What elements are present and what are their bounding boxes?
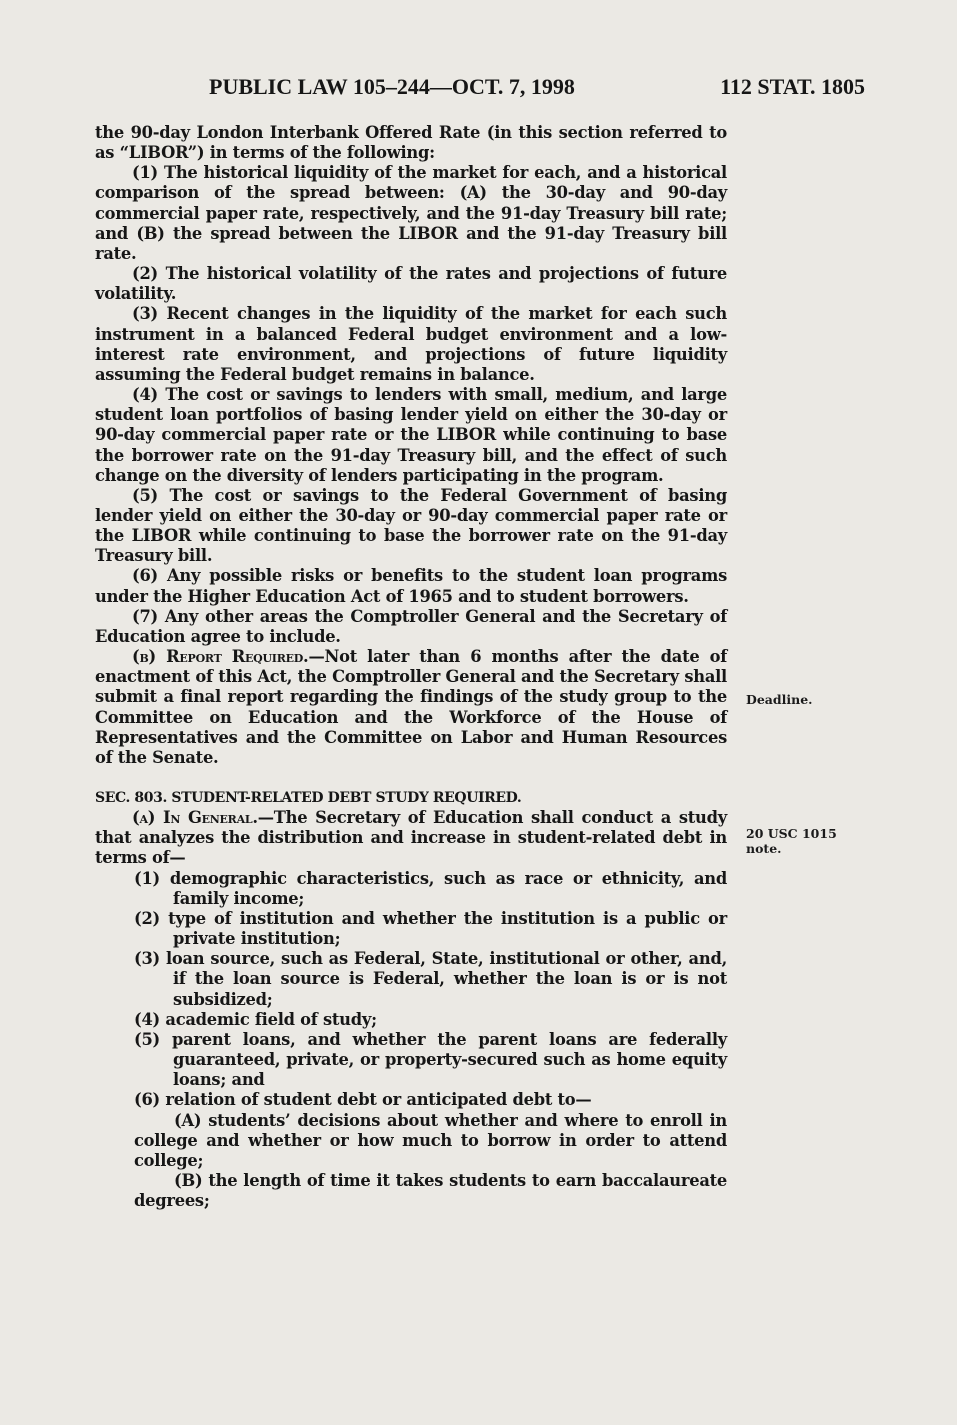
section-heading: SEC. 803. STUDENT-RELATED DEBT STUDY REQUIRED. [95,790,522,806]
subsection-a [95,808,727,868]
subsection-a-heading: (a) In General. [132,808,258,828]
subsection-a-item-6-B: (B) the length of time it takes students to earn baccalaureate degrees; [134,1170,727,1211]
subsection-a-item-1: (1) demographic characteristics, such as race or ethnicity, and family income; [134,868,727,908]
page-header [95,74,865,108]
subsection-a-item-3: (3) loan source, such as Federal, State, institutional or other, and, if the loan source is Federal, whether the loan is or is not subsidized; [134,949,727,1009]
intro-paragraph: the 90-day London Interbank Offered Rate (in this section referred to as “LIBOR”) in terms of the following: [95,123,727,163]
statute-page-number: 112 STAT. 1805 [720,74,865,99]
subsection-b [95,647,727,768]
subsection-a-item-2: (2) type of institution and whether the institution is a public or private institution; [134,908,727,949]
body-text [95,123,727,1211]
subsection-b-text: —Not later than 6 months after the date of enactment of this Act, the Comptroller General and the Secretary shall submit a final report regarding the findings of the study group to the Committee on Education and the Workforce of the House of Representatives and the Committee on Labor and Human Resources of the Senate. [95,647,727,767]
subsection-a-item-6-A: (A) students’ decisions about whether and where to enroll in college and whether or how much to borrow in order to attend college; [134,1110,727,1170]
item-7: (7) Any other areas the Comptroller General and the Secretary of Education agree to include. [95,606,727,646]
margin-note-deadline: Deadline. [746,692,813,707]
item-3: (3) Recent changes in the liquidity of the market for each such instrument in a balanced Federal budget environment and a low-interest rate environment, and projections of future liquidity assuming the Federal budget remains in balance. [95,304,727,384]
subsection-a-text: —The Secretary of Education shall conduct a study that analyzes the distribution and increase in student-related debt in terms of— [95,808,727,868]
subsection-a-item-4: (4) academic field of study; [134,1009,377,1029]
subsection-b-heading: (b) Report Required. [132,647,309,667]
item-4: (4) The cost or savings to lenders with small, medium, and large student loan portfolios of basing lender yield on either the 30-day or 90-day commercial paper rate or the LIBOR while continuing to base the borrower rate on the 91-day Treasury bill, and the effect of such change on the diversity of lenders participating in the program. [95,385,727,485]
item-1: (1) The historical liquidity of the market for each, and a historical comparison of the spread between: (A) the 30-day and 90-day commercial paper rate, respectively, and the 91-day Treasury bill rate; and (B) the spread between the LIBOR and the 91-day Treasury bill rate. [95,163,727,263]
subsection-a-item-6: (6) relation of student debt or anticipated debt to— [134,1090,592,1110]
item-2: (2) The historical volatility of the rates and projections of future volatility. [95,264,727,304]
item-5: (5) The cost or savings to the Federal Government of basing lender yield on either the 30-day or 90-day commercial paper rate or the LIBOR while continuing to base the borrower rate on the 91-day Treasury bill. [95,485,727,566]
item-6: (6) Any possible risks or benefits to the student loan programs under the Higher Education Act of 1965 and to student borrowers. [95,566,727,606]
subsection-a-item-5: (5) parent loans, and whether the parent loans are federally guaranteed, private, or property-secured such as home equity loans; and [134,1029,727,1090]
margin-note-usc: 20 USC 1015 note. [746,826,837,856]
running-head: PUBLIC LAW 105–244—OCT. 7, 1998 [209,74,575,99]
